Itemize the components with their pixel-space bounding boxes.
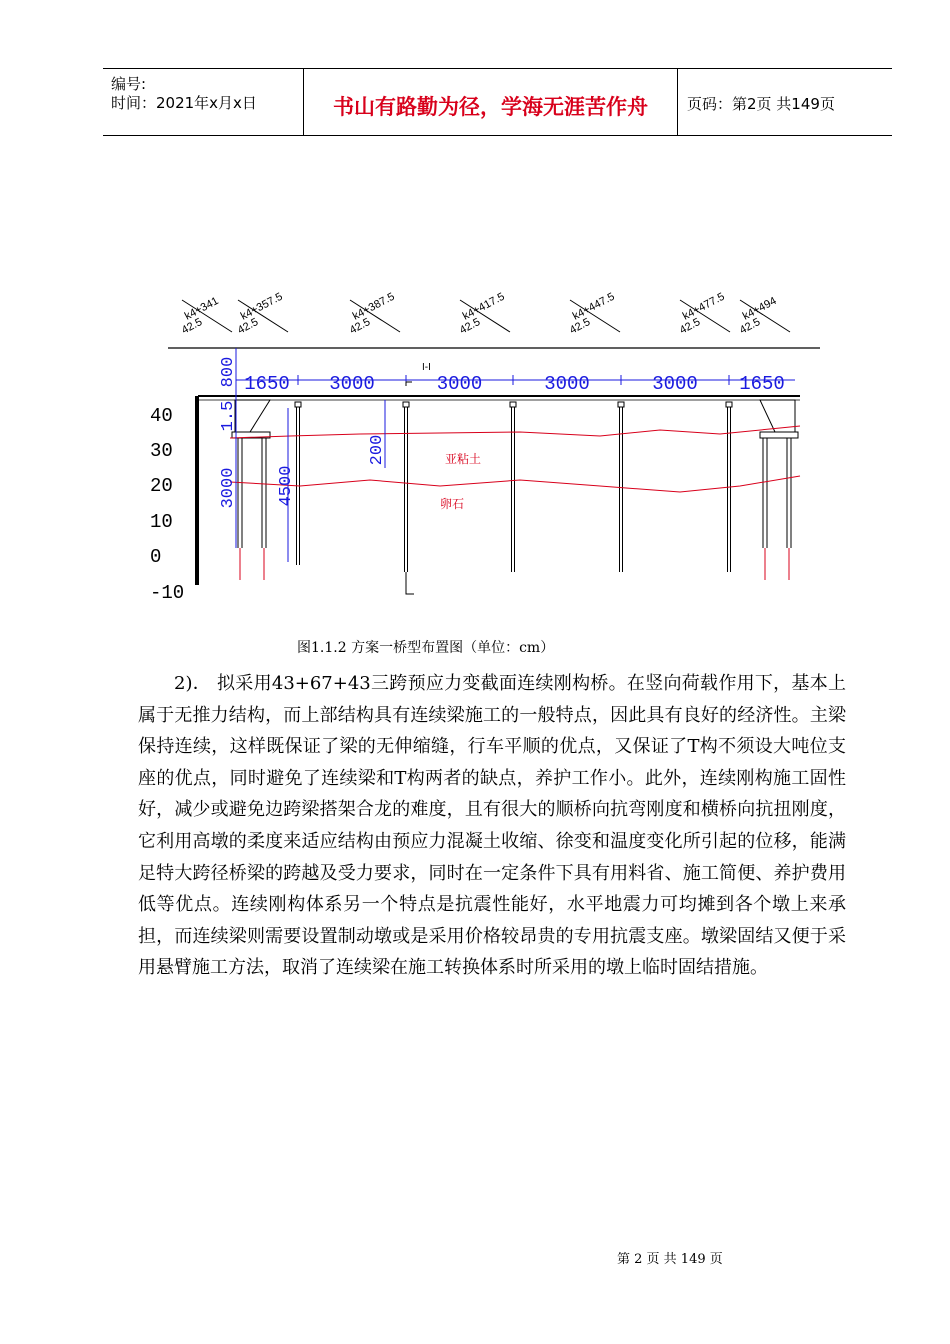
header-motto-cell [304,69,678,135]
station-distance: 42.5 [347,315,373,337]
soil-label-pebble: 卵石 [440,497,465,511]
elevation-label: 10 [150,511,173,533]
dim-small: 1.5 [219,400,238,432]
page-code: 页码：第2页 共149页 [687,95,835,113]
pier-cap [295,402,301,407]
figure-caption: 图1.1.2 方案一桥型布置图（单位：cm） [297,640,555,656]
station-label: k4+494 [740,294,779,323]
section-bracket-bottom [406,572,414,594]
section-mark: I-I [422,362,431,373]
station-distance: 42.5 [567,315,593,337]
span-label: 3000 [652,373,698,395]
station-distance: 42.5 [235,315,261,337]
dim-pier-top: 200 [368,434,387,466]
station-distance: 42.5 [677,315,703,337]
span-label: 3000 [544,373,590,395]
station-labels [180,291,790,337]
page-footer: 第 2 页 共 149 页 [617,1252,723,1267]
dimension-lines [236,348,795,562]
station-label: k4+341 [182,294,221,323]
elevation-label: 40 [150,405,173,427]
station-label: k4+447.5 [570,290,617,323]
motto: 书山有路勤为径，学海无涯苦作舟 [333,95,648,119]
station-distance: 42.5 [179,315,205,337]
pier-cap [403,402,409,407]
elevation-label: 30 [150,440,173,462]
right-cap [760,432,798,438]
station-label: k4+357.5 [238,290,285,323]
station-label: k4+417.5 [460,290,507,323]
piers [295,402,732,572]
section-bracket-top [406,382,412,386]
station-label: k4+387.5 [350,290,397,323]
dim-depth-left: 3000 [219,467,238,509]
span-label: 1650 [244,373,290,395]
page-header [103,68,892,136]
header-info-cell [103,69,304,135]
left-abutment [235,400,270,432]
span-label: 3000 [436,373,483,395]
elevation-label: 20 [150,475,173,497]
soil-label-clay: 亚粘土 [445,452,482,466]
paragraph-text: 2)． 拟采用43+67+43三跨预应力变截面连续刚构桥。在竖向荷载作用下，基本上属于无推力结构，而上部结构具有连续梁施工的一般特点，因此具有良好的经济性。主梁保持连续，这样既保证了梁的无伸缩缝，行车平顺的优点，又保证了T构不须设大吨位支座的优点，同时避免了连续梁和T构两者的缺点，养护工作小。此外，连续刚构施工固性好，减少或避免边跨梁搭架合龙的难度，且有很大的顺桥向抗弯刚度和横桥向抗扭刚度，它利用高墩的柔度来适应结构由预应力混凝土收缩、徐变和温度变化所引起的位移，能满足特大跨径桥梁的跨越及受力要求，同时在一定条件下具有用料省、施工简便、养护费用低等优点。连续刚构体系另一个特点是抗震性能好，水平地震力可均摊到各个墩上来承担，而连续梁则需要设置制动墩或是采用价格较昂贵的专用抗震支座。墩梁固结又便于采用悬臂施工方法，取消了连续梁在施工转换体系时所采用的墩上临时固结措施。 [138,673,846,979]
time-label: 时间：2021年x月x日 [111,94,257,112]
elevation-scale [150,405,184,604]
pier-cap [510,402,516,407]
station-label: k4+477.5 [680,290,727,323]
pier-cap [726,402,732,407]
elevation-label: -10 [150,582,185,604]
span-dimensions [236,373,785,395]
dim-top: 800 [219,356,238,388]
dim-depth-right: 4500 [277,465,296,507]
header-page-cell [678,69,892,135]
span-label: 1650 [739,373,785,395]
span-label: 3000 [329,373,375,395]
body-paragraph [138,668,846,984]
elevation-label: 0 [150,546,162,568]
number-label: 编号: [111,75,147,93]
station-distance: 42.5 [737,315,763,337]
bridge-layout-diagram [140,290,820,620]
station-distance: 42.5 [457,315,483,337]
pier-cap [618,402,624,407]
